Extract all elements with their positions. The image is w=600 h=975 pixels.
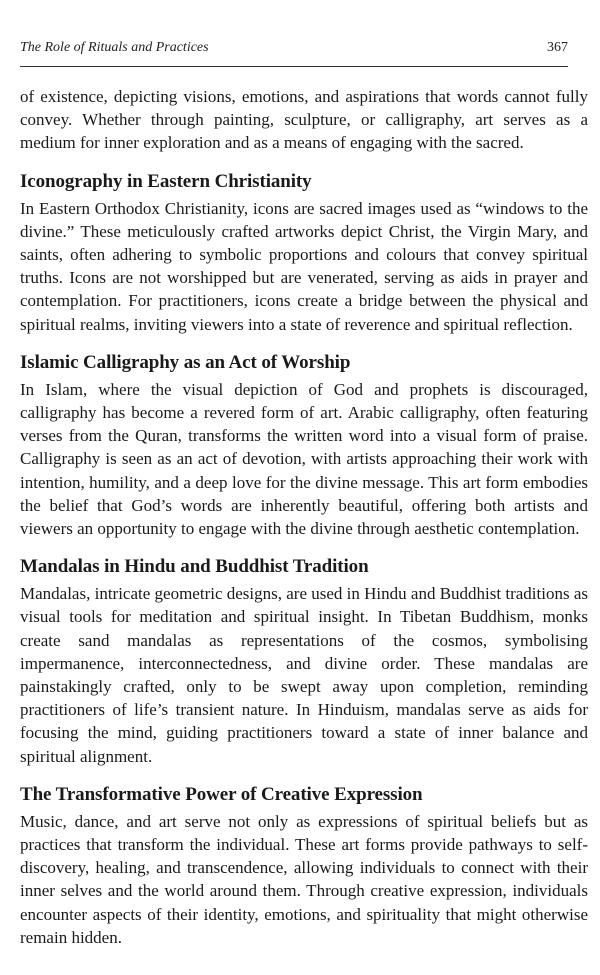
page-number: 367 xyxy=(547,40,568,55)
paragraph-continued: of existence, depicting visions, emotions, and aspirations that words cannot fully convey. Whether through painting, sculpture, or calligraphy, art serves as a medium for inner exploration and as a means of engaging with the sacred. xyxy=(20,87,588,153)
page-body xyxy=(20,85,588,949)
paragraph-islamic-calligraphy: In Islam, where the visual depiction of God and prophets is discouraged, calligraphy has become a revered form of art. Arabic calligraphy, often featuring verses from the Quran, transforms the written word into a visual form of praise. Calligraphy is seen as an act of devotion, with artists approaching their work with intention, humility, and a deep love for the divine message. This art form embodies the belief that God’s words are inherently beautiful, offering both artists and viewers an opportunity to engage with the divine through aesthetic contemplation. xyxy=(20,379,588,539)
header-rule xyxy=(20,66,568,67)
heading-islamic-calligraphy: Islamic Calligraphy as an Act of Worship xyxy=(20,351,351,373)
running-head-title: The Role of Rituals and Practices xyxy=(20,40,209,55)
running-header xyxy=(20,40,568,62)
paragraph-mandalas: Mandalas, intricate geometric designs, are used in Hindu and Buddhist traditions as visual tools for meditation and spiritual insight. In Tibetan Buddhism, monks create sand mandalas as representations of the cosmos, symbolising impermanence, interconnectedness, and divine order. These mandalas are painstakingly crafted, only to be swept away upon completion, reminding practitioners of life’s transient nature. In Hinduism, mandalas serve as aids for focusing the mind, guiding practitioners toward a state of inner balance and spiritual alignment. xyxy=(20,584,588,766)
paragraph-creative-expression: Music, dance, and art serve not only as expressions of spiritual beliefs but as practices that transform the individual. These art forms provide pathways to self-discovery, healing, and transcendence, allowing individuals to connect with their inner selves and the world around them. Through creative expression, individuals encounter aspects of their identity, emotions, and spirituality that might otherwise remain hidden. xyxy=(20,811,588,947)
heading-creative-expression: The Transformative Power of Creative Expression xyxy=(20,783,423,805)
heading-iconography: Iconography in Eastern Christianity xyxy=(20,170,312,192)
paragraph-iconography: In Eastern Orthodox Christianity, icons are sacred images used as “windows to the divine.” These meticulously crafted artworks depict Christ, the Virgin Mary, and saints, often adhering to symbolic proportions and colours that convey spiritual truths. Icons are not worshipped but are venerated, serving as aids in prayer and contemplation. For practitioners, icons create a bridge between the physical and spiritual realms, inviting viewers into a state of reverence and spiritual reflection. xyxy=(20,198,588,334)
heading-mandalas: Mandalas in Hindu and Buddhist Tradition xyxy=(20,556,369,578)
